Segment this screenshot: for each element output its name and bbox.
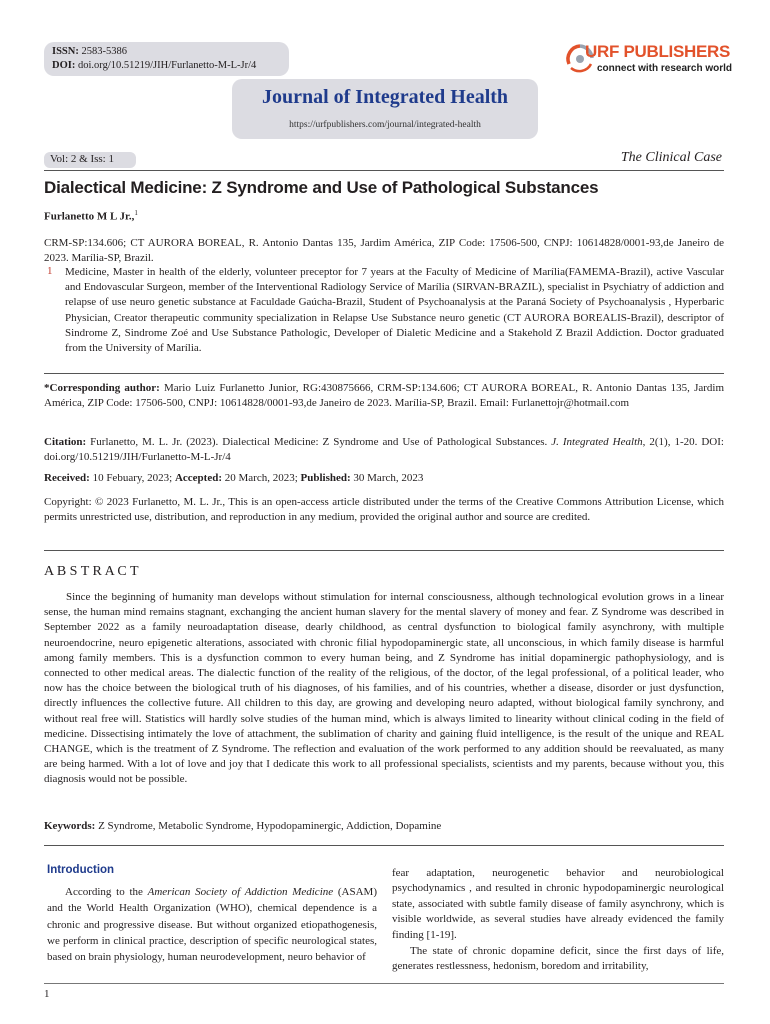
citation-label: Citation: [44, 436, 87, 448]
author-superscript: 1 [134, 209, 138, 217]
keywords [44, 820, 441, 832]
received-label: Received: [44, 472, 90, 484]
publisher-logo [563, 42, 733, 78]
journal-header-box [232, 79, 538, 139]
header-divider [44, 170, 724, 171]
accepted-date: 20 March, 2023; [224, 472, 298, 484]
intro-col2-p1: fear adaptation, neurogenetic behavior and neurobiological psychodynamics , and resulted in chronic hypodopaminergic neurological state, associated with subtle family disease of family asynchrony, which is visible worldwide, as several studies have already evidenced the family finding [1-19]. [392, 867, 724, 941]
footer-divider [44, 983, 724, 984]
article-title: Dialectical Medicine: Z Syndrome and Use of Pathological Substances [44, 178, 599, 197]
citation [44, 435, 724, 466]
doi-value[interactable]: doi.org/10.51219/JIH/Furlanetto-M-L-Jr/4 [77, 60, 257, 71]
affiliation: CRM-SP:134.606; CT AURORA BOREAL, R. Antonio Dantas 135, Jardim América, ZIP Code: 17506-500, CNPJ: 10614828/0001-93,de Janeiro de 2023. Marília-SP, Brazil. [44, 237, 724, 264]
issn-doi-box [44, 42, 289, 76]
doi-label: DOI: [52, 60, 76, 71]
citation-text-b: , 2(1), 1-20. DOI: doi.org/10.51219/JIH/Furlanetto-M-L-Jr/4 [44, 436, 724, 464]
divider-4 [44, 845, 724, 846]
corresponding-text: Mario Luiz Furlanetto Junior, RG:430875666, CRM-SP:134.606; CT AURORA BOREAL, R. Antonio Dantas 135, Jardim América, ZIP Code: 17506-500, CNPJ: 10614828/0001-93,de Janeiro de 2023. Marília-SP, Brazil. Email: Furlanettojr@hotmail.com [44, 382, 725, 410]
intro-col2-p2: The state of chronic dopamine deficit, since the first days of life, generates restlessness, hedonism, boredom and irritability, [392, 945, 724, 973]
author-name: Furlanetto M L Jr., [44, 210, 135, 223]
section-label: The Clinical Case [620, 150, 722, 165]
abstract-heading: A B S T R A C T [44, 564, 139, 579]
intro-p1-a: According to the [65, 886, 143, 898]
keywords-label: Keywords: [44, 820, 96, 832]
abstract-body: Since the beginning of humanity man develops without stimulation for internal consciousness, although technological evolution grows in a linear sense, the human mind remains stagnant, exchanging the ancient human slavery for the mental slavery of money and fear. Z Syndrome was described in September 2022 as a family neuroadaptation disease, dearly childhood, as central dysfunction to biological family asynchrony, with multiple neuroendocrine, neuro epigenetic alterations, associated with chronic filial hypodopaminergic state, all unconscious, in which family disease is harmful among family members. This is a dysfunction common to every human being, and Z Syndrome has initial dopaminergic pathophysiology, and is connected to other medical areas. The dialectic function of the reality of the religious, of the doctor, of the legal professional, of a political leader, who now has the choice between the biological truth of his diagnoses, of his families, and of his countries, whether a disease, disorder or just dysfunction, directly influences the collective future. All children to this day, are growing and developing neuro adapted, without biological family synchrony, and without real free will. Statistics will hardly solve studies of the human mind, which is always limited to linearity without clinical coding in the field of medicine. Dissectising intimately the love of attachment, the sublimation of charity and gaining fluid intelligence, is the result of the unique and REAL CHANGE, which is the treatment of Z Syndrome. The reflection and evaluation of the work performed to any addition should be reevaluated, as many are being harmed. With a lot of love and joy that I dedicate this work to all professional specialists, scientists and my parents, because without you, this diagnosis would not be possible. [44, 591, 724, 786]
page-number: 1 [44, 988, 50, 1000]
journal-url[interactable]: https://urfpublishers.com/journal/integrated-health [289, 120, 481, 130]
issn-value: 2583-5386 [81, 46, 127, 57]
divider-2 [44, 373, 724, 374]
citation-text-a: Furlanetto, M. L. Jr. (2023). Dialectical Medicine: Z Syndrome and Use of Pathological Substances. [90, 436, 548, 448]
article-dates [44, 472, 423, 484]
vol-iss: Vol: 2 & Iss: 1 [50, 153, 114, 165]
intro-col1-p1 [47, 884, 377, 965]
vol-iss-box [44, 152, 136, 168]
intro-heading: Introduction [47, 864, 115, 876]
keywords-text: Z Syndrome, Metabolic Syndrome, Hypodopaminergic, Addiction, Dopamine [98, 820, 442, 832]
intro-p1-b: (ASAM) and the World Health Organization (WHO), chemical dependence is a chronic and progressive disease. But without organized etiopathogenesis, we perform in clinical practice, description of specific neurological states, based on brain physiology, human neurodevelopment, neuro behavior of [47, 886, 377, 964]
accepted-label: Accepted: [174, 472, 222, 484]
copyright: Copyright: © 2023 Furlanetto, M. L. Jr., This is an open-access article distributed under the terms of the Creative Commons Attribution License, which permits unrestricted use, distribution, and reproduction in any medium, provided the original author and source are credited. [44, 496, 724, 524]
publisher-tagline: connect with research world [597, 63, 733, 74]
issn-label: ISSN: [52, 46, 79, 57]
journal-title: Journal of Integrated Health [261, 86, 509, 108]
corresponding-label: *Corresponding author: [44, 382, 160, 394]
author-line [44, 209, 138, 223]
publisher-name: URF PUBLISHERS [585, 42, 731, 61]
published-label: Published: [300, 472, 351, 484]
received-date: 10 Febuary, 2023; [92, 472, 173, 484]
intro-p1-org: American Society of Addiction Medicine [147, 886, 334, 898]
citation-journal: J. Integrated Health [551, 436, 643, 448]
footnote-text: Medicine, Master in health of the elderly, volunteer preceptor for 7 years at the Faculty of Medicine of Marília(FAMEMA-Brazil), active Vascular and Endovascular Surgeon, member of the Interventional Radiology Service of Marília (SIRVAN-BRAZIL), specialist in Psychiatry of addiction and relapse of use neuro genetic substance at Faculdade Gaúcha-Brazil, Student of Psychoanalysis at the Paraná Society of Psychoanalysis , Hyperbaric Physician, Creator therapeutic community specialization in Relapse Use Substance neuro genetic (CT AURORA BOREALIS-Brazil), descriptor of Sindrome Z, Sindrome Zoé and Use Substance Pathologic, Developer of Dialetic Medicine and a Stakehold Z Brazil Addiction. Doctor graduated from the University of Marília. [65, 266, 724, 355]
footnote-number: 1 [47, 265, 53, 277]
published-date: 30 March, 2023 [353, 472, 424, 484]
corresponding-author [44, 381, 724, 412]
divider-3 [44, 550, 724, 551]
